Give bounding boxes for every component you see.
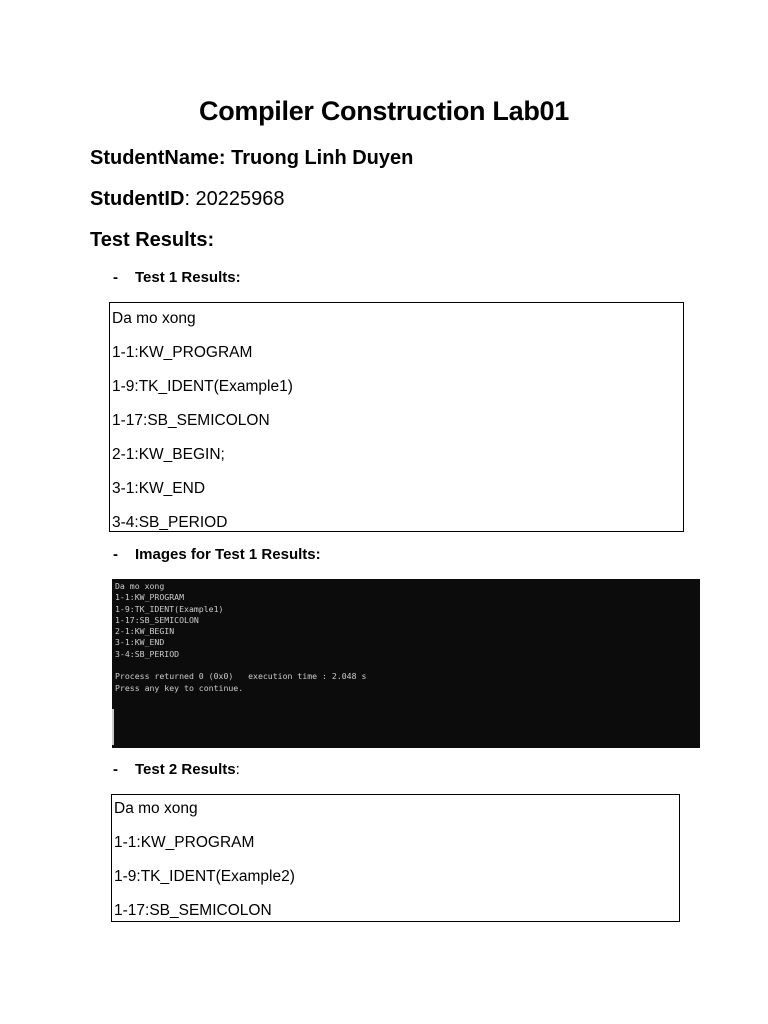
student-name-label: StudentName: [90, 147, 226, 169]
test2-output-box [111, 794, 680, 922]
console-output-screenshot [112, 579, 700, 748]
test1-output-line: Da mo xong [112, 310, 196, 327]
test2-label-text: Test 2 Results [135, 761, 236, 778]
images1-section-label [113, 546, 321, 563]
bullet-dash: - [113, 761, 118, 778]
test1-output-line: 3-1:KW_END [112, 480, 206, 497]
document-title: Compiler Construction Lab01 [199, 96, 569, 126]
console-line: Press any key to continue. [115, 682, 244, 693]
console-line: 1-17:SB_SEMICOLON [115, 614, 199, 625]
bullet-dash: - [113, 546, 118, 563]
console-line: 1-1:KW_PROGRAM [115, 592, 185, 603]
test-results-heading-text: Test Results: [90, 229, 215, 251]
test2-label-colon: : [235, 761, 240, 778]
test2-output-line: 1-9:TK_IDENT(Example2) [114, 868, 295, 885]
test2-output-line: Da mo xong [114, 800, 198, 817]
test1-output-box [109, 302, 684, 532]
test2-output-line: 1-17:SB_SEMICOLON [114, 902, 272, 919]
student-id-line [90, 188, 285, 211]
console-line: 1-9:TK_IDENT(Example1) [115, 603, 224, 614]
console-cursor [112, 709, 114, 745]
console-line: Da mo xong [115, 581, 165, 591]
console-line: 3-4:SB_PERIOD [115, 648, 180, 659]
bullet-dash: - [113, 269, 118, 286]
console-line [115, 660, 700, 671]
student-name-line [90, 147, 413, 170]
console-line: 2-1:KW_BEGIN [115, 626, 175, 637]
images1-label-text: Images for Test 1 Results: [135, 546, 321, 563]
test2-output-line: 1-1:KW_PROGRAM [114, 834, 255, 851]
test2-section-label [113, 761, 240, 778]
test-results-heading [90, 229, 214, 252]
test1-output-line: 1-9:TK_IDENT(Example1) [112, 378, 293, 395]
student-id-value: : 20225968 [184, 188, 285, 210]
student-name-value: Truong Linh Duyen [231, 147, 414, 169]
student-id-label: StudentID [90, 188, 185, 210]
test1-label-text: Test 1 Results: [135, 269, 241, 286]
test1-section-label [113, 269, 241, 286]
test1-output-line: 3-4:SB_PERIOD [112, 514, 228, 531]
console-line: Process returned 0 (0x0) execution time : 2.048 s [115, 671, 367, 682]
test1-output-line: 1-17:SB_SEMICOLON [112, 412, 270, 429]
console-line: 3-1:KW_END [115, 637, 165, 648]
test1-output-line: 2-1:KW_BEGIN; [112, 446, 225, 463]
test1-output-line: 1-1:KW_PROGRAM [112, 344, 253, 361]
